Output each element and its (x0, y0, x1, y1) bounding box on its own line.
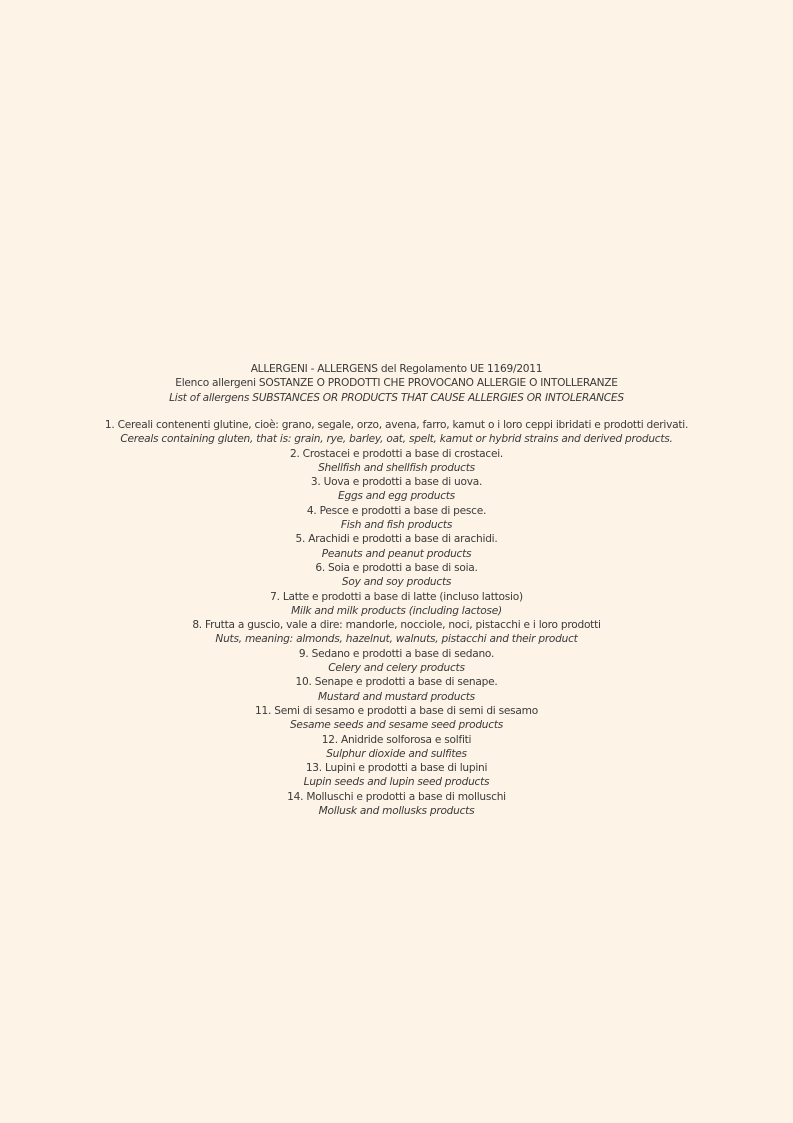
allergen-item-14-en: Mollusk and mollusks products (318, 805, 475, 818)
allergen-header (0, 362, 793, 405)
allergen-item-5-it: 5. Arachidi e prodotti a base di arachidi. (295, 533, 498, 546)
allergen-item-14-it: 14. Molluschi e prodotti a base di molluschi (287, 790, 506, 803)
page-title: ALLERGENI - ALLERGENS del Regolamento UE 1169/2011 (250, 363, 543, 375)
allergen-item-3-it: 3. Uova e prodotti a base di uova. (310, 476, 483, 489)
subtitle-english: List of allergens SUBSTANCES OR PRODUCTS THAT CAUSE ALLERGIES OR INTOLERANCES (169, 391, 624, 404)
allergen-item-10-en: Mustard and mustard products (318, 690, 475, 703)
allergen-item-8-en: Nuts, meaning: almonds, hazelnut, walnuts, pistacchi and their product (215, 633, 578, 646)
allergen-item-1-it: 1. Cereali contenenti glutine, cioè: grano, segale, orzo, avena, farro, kamut o i loro ceppi ibridati e prodotti derivati. (104, 419, 689, 431)
allergen-item-4-en: Fish and fish products (340, 519, 453, 532)
allergen-item-4-it: 4. Pesce e prodotti a base di pesce. (306, 504, 487, 517)
allergen-item-6-it: 6. Soia e prodotti a base di soia. (315, 561, 478, 574)
allergen-item-9-it: 9. Sedano e prodotti a base di sedano. (298, 647, 495, 660)
allergen-item-12-it: 12. Anidride solforosa e solfiti (321, 733, 472, 746)
allergen-item-11-it: 11. Semi di sesamo e prodotti a base di semi di sesamo (255, 704, 538, 717)
allergen-list (0, 418, 793, 818)
allergen-item-3-en: Eggs and egg products (338, 490, 455, 503)
allergen-item-2-it: 2. Crostacei e prodotti a base di crostacei. (289, 447, 504, 460)
allergen-item-7-en: Milk and milk products (including lactose) (291, 604, 502, 617)
allergen-item-13-en: Lupin seeds and lupin seed products (303, 776, 490, 789)
allergen-item-1-en: Cereals containing gluten, that is: grain, rye, barley, oat, spelt, kamut or hybrid strains and derived products. (120, 433, 673, 446)
allergen-item-12-en: Sulphur dioxide and sulfites (326, 747, 467, 760)
allergen-item-6-en: Soy and soy products (341, 576, 452, 589)
allergen-item-10-it: 10. Senape e prodotti a base di senape. (295, 676, 498, 689)
allergen-item-13-it: 13. Lupini e prodotti a base di lupini (305, 762, 488, 775)
allergen-item-11-en: Sesame seeds and sesame seed products (289, 719, 504, 732)
allergen-item-5-en: Peanuts and peanut products (321, 547, 472, 560)
allergen-item-7-it: 7. Latte e prodotti a base di latte (incluso lattosio) (270, 590, 523, 603)
allergen-item-2-en: Shellfish and shellfish products (318, 461, 475, 474)
allergen-item-8-it: 8. Frutta a guscio, vale a dire: mandorle, nocciole, noci, pistacchi e i loro prodotti (192, 619, 601, 632)
subtitle-italian: Elenco allergeni SOSTANZE O PRODOTTI CHE PROVOCANO ALLERGIE O INTOLLERANZE (175, 377, 618, 390)
allergen-item-9-en: Celery and celery products (328, 662, 465, 675)
